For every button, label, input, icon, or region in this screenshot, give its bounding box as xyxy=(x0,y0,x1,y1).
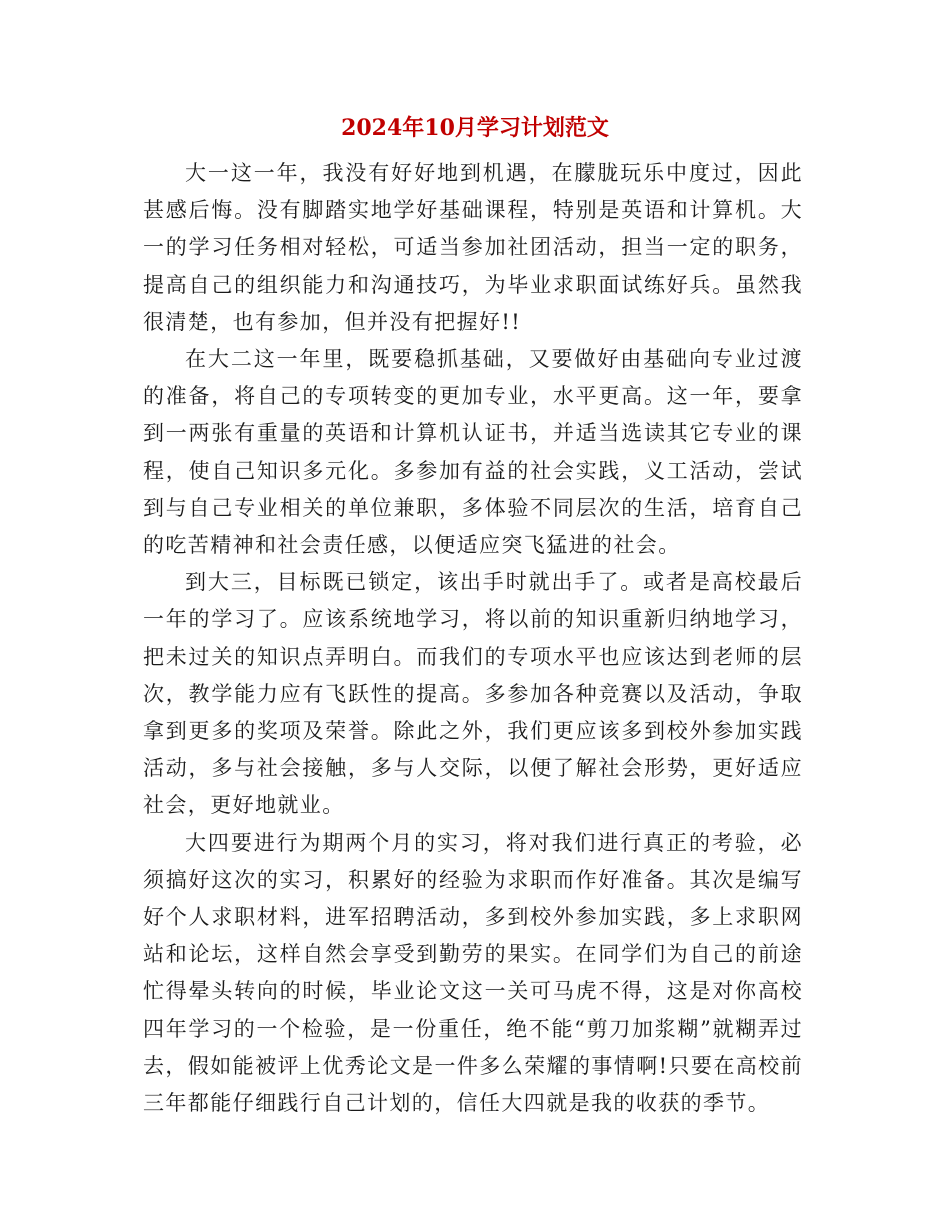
paragraph-year-two: 在大二这一年里，既要稳抓基础，又要做好由基础向专业过渡的准备，将自己的专项转变的更加专业，水平更高。这一年，要拿到一两张有重量的英语和计算机认证书，并适当选读其它专业的课程，使自己知识多元化。多参加有益的社会实践，义工活动，尝试到与自己专业相关的单位兼职，多体验不同层次的生活，培育自己的吃苦精神和社会责任感，以便适应突飞猛进的社会。 xyxy=(143,347,803,558)
document-body xyxy=(143,155,803,1122)
document-title: 2024年10月学习计划范文 xyxy=(341,115,609,141)
paragraph-year-four: 大四要进行为期两个月的实习，将对我们进行真正的考验，必须搞好这次的实习，积累好的经验为求职而作好准备。其次是编写好个人求职材料，进军招聘活动，多到校外参加实践，多上求职网站和论坛，这样自然会享受到勤劳的果实。在同学们为自己的前途忙得晕头转向的时候，毕业论文这一关可马虎不得，这是对你高校四年学习的一个检验，是一份重任，绝不能“剪刀加浆糊”就糊弄过去，假如能被评上优秀论文是一件多么荣耀的事情啊!只要在高校前三年都能仔细践行自己计划的，信任大四就是我的收获的季节。 xyxy=(143,830,803,1116)
paragraph-year-three: 到大三，目标既已锁定，该出手时就出手了。或者是高校最后一年的学习了。应该系统地学习，将以前的知识重新归纳地学习，把未过关的知识点弄明白。而我们的专项水平也应该达到老师的层次，教学能力应有飞跃性的提高。多参加各种竞赛以及活动，争取拿到更多的奖项及荣誉。除此之外，我们更应该多到校外参加实践活动，多与社会接触，多与人交际，以便了解社会形势，更好适应社会，更好地就业。 xyxy=(143,570,803,818)
paragraph-year-one: 大一这一年，我没有好好地到机遇，在朦胧玩乐中度过，因此甚感后悔。没有脚踏实地学好基础课程，特别是英语和计算机。大一的学习任务相对轻松，可适当参加社团活动，担当一定的职务，提高自己的组织能力和沟通技巧，为毕业求职面试练好兵。虽然我很清楚，也有参加，但并没有把握好!! xyxy=(143,161,803,334)
